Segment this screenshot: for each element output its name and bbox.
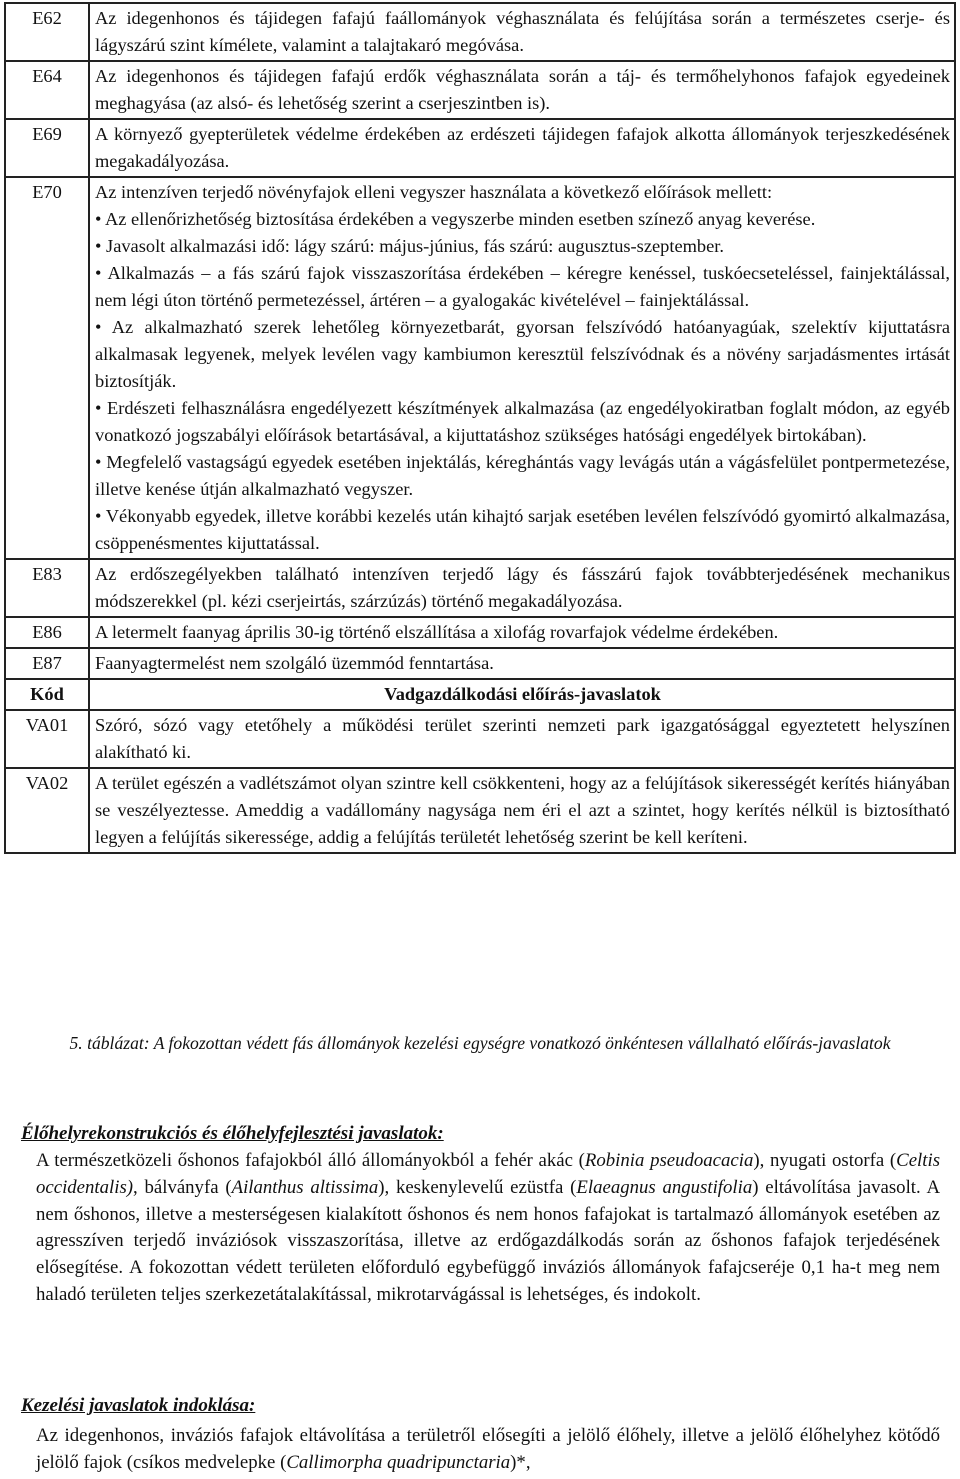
species-name: Ailanthus altissima	[231, 1176, 379, 1198]
bullet-item: • Javasolt alkalmazási idő: lágy szárú: május-június, fás szárú: augusztus-szeptember.	[95, 236, 724, 256]
measures-table	[4, 2, 956, 854]
row-text: Faanyagtermelést nem szolgáló üzemmód fenntartása.	[89, 648, 955, 679]
row-text: A terület egészén a vadlétszámot olyan szintre kell csökkenteni, hogy az a felújítások sikerességét kerítés hiányában se veszélyeztesse. Ameddig a vadállomány nagysága nem éri el azt a szintet, hogy kerítés nélkül is biztosítható legyen a felújítás sikeressége, addig a felújítás területét lehetőség szerint be kell keríteni.	[89, 768, 955, 853]
bullet-item: • Erdészeti felhasználásra engedélyezett készítmények alkalmazása (az engedélyokiratban foglalt módon, az egyéb vonatkozó jogszabályi előírások betartásával, a kijuttatáshoz szükséges hatósági engedélyek birtokában).	[95, 398, 950, 445]
table-row	[5, 710, 955, 768]
text-run: , bálványfa (	[133, 1176, 232, 1198]
bullet-item: • Alkalmazás – a fás szárú fajok visszaszorítása érdekében – kéregre kenéssel, tuskóecseteléssel, fainjektálással, nem légi úton történő permetezéssel, ártéren – a gyalogakác kivételével – fainjektálással.	[95, 263, 950, 310]
row-text: A környező gyepterületek védelme érdekében az erdészeti tájidegen fafajok alkotta állományok terjeszkedésének megakadályozása.	[89, 119, 955, 177]
table-row	[5, 119, 955, 177]
text-run: ), keskenylevelű ezüstfa (	[378, 1176, 577, 1198]
species-name: Elaeagnus angustifolia	[576, 1176, 753, 1198]
row-text: A letermelt faanyag április 30-ig történő elszállítása a xilofág rovarfajok védelme érdekében.	[89, 617, 955, 648]
text-run: Az idegenhonos, inváziós fafajok eltávolítása a területről elősegíti a jelölő élőhely, illetve a jelölő élőhelyhez kötődő jelölő fajok (csíkos medvelepke (	[36, 1425, 940, 1473]
table-caption: 5. táblázat: A fokozottan védett fás állományok kezelési egységre vonatkozó önkéntesen vállalható előírás-javaslatok	[69, 1033, 891, 1053]
text-run: ) eltávolítása javasolt. A nem őshonos, illetve a mesterségesen kialakított őshonos és nem honos fafajokat is tartalmazó állományok esetében az agresszíven terjedő inváziósok visszaszorítása, illetve az erdőgazdálkodás során az őshonos fafajok terjedésének elősegítése. A fokozottan védett területen előforduló egybefüggő inváziós állományok fafajcseréje 0,1 ha-t meg nem haladó területen teljes szerkezetátalakítással, mikrotarvágással is lehetséges, és indokolt.	[36, 1176, 941, 1305]
table-row	[5, 3, 955, 61]
section-paragraph	[36, 1148, 940, 1309]
table-row	[5, 177, 955, 559]
row-code: E87	[5, 648, 89, 679]
row-text	[89, 177, 955, 559]
e70-intro: Az intenzíven terjedő növényfajok elleni vegyszer használata a következő előírások mellett:	[95, 182, 773, 202]
section-paragraph	[36, 1423, 940, 1477]
row-code: E83	[5, 559, 89, 617]
text-run: ), nyugati ostorfa (	[753, 1150, 897, 1171]
table-row	[5, 768, 955, 853]
row-code: E69	[5, 119, 89, 177]
row-text: Az erdőszegélyekben található intenzíven terjedő lágy és fásszárú fajok továbbterjedésének mechanikus módszerekkel (pl. kézi cserjeirtás, szárzúzás) történő megakadályozása.	[89, 559, 955, 617]
bullet-item: • Az alkalmazható szerek lehetőleg környezetbarát, gyorsan felszívódó hatóanyagúak, szelektív kijuttatásra alkalmasak legyenek, melyek levélen vagy kambiumon keresztül felszívódnak és a növény sarjadásmentes irtását biztosítják.	[95, 317, 950, 391]
bullet-item: • Megfelelő vastagságú egyedek esetében injektálás, kéreghántás vagy levágás után a vágásfelület pontpermetezése, illetve kenése útján alkalmazható vegyszer.	[95, 452, 950, 499]
bullet-item: • Az ellenőrizhetőség biztosítása érdekében a vegyszerbe minden esetben színező anyag keverése.	[95, 209, 816, 229]
row-text: Szóró, sózó vagy etetőhely a működési terület szerinti nemzeti park igazgatósággal egyeztetett helyszínen alakítható ki.	[89, 710, 955, 768]
row-code: VA01	[5, 710, 89, 768]
row-text: Az idegenhonos és tájidegen fafajú erdők véghasználata során a táj- és termőhelyhonos fafajok egyedeinek meghagyása (az alsó- és lehetőség szerint a cserjeszintben is).	[89, 61, 955, 119]
row-code: E62	[5, 3, 89, 61]
row-text: Az idegenhonos és tájidegen fafajú faállományok véghasználata és felújítása során a természetes cserje- és lágyszárú szint kímélete, valamint a talajtakaró megóvása.	[89, 3, 955, 61]
species-name: Celtis occidentalis)	[36, 1150, 940, 1198]
header-title: Vadgazdálkodási előírás-javaslatok	[89, 679, 955, 710]
row-code: E86	[5, 617, 89, 648]
bullet-item: • Vékonyabb egyedek, illetve korábbi kezelés után kihajtó sarjak esetében levélen felszívódó gyomirtó alkalmazása, csöppenésmentes kijuttatással.	[95, 506, 950, 553]
table-row	[5, 648, 955, 679]
text-run: A természetközeli őshonos fafajokból álló állományokból a fehér akác (	[36, 1150, 585, 1171]
table-row	[5, 61, 955, 119]
table-row	[5, 559, 955, 617]
row-code: E70	[5, 177, 89, 559]
text-run: )*,	[510, 1451, 531, 1473]
table-header-row	[5, 679, 955, 710]
species-name: Callimorpha quadripunctaria	[286, 1451, 511, 1473]
section-heading: Kezelési javaslatok indoklása:	[21, 1395, 256, 1416]
species-name: Robinia pseudoacacia	[584, 1150, 754, 1171]
section-heading: Élőhelyrekonstrukciós és élőhelyfejlesztési javaslatok:	[21, 1123, 444, 1144]
table-row	[5, 617, 955, 648]
header-code: Kód	[5, 679, 89, 710]
row-code: E64	[5, 61, 89, 119]
row-code: VA02	[5, 768, 89, 853]
